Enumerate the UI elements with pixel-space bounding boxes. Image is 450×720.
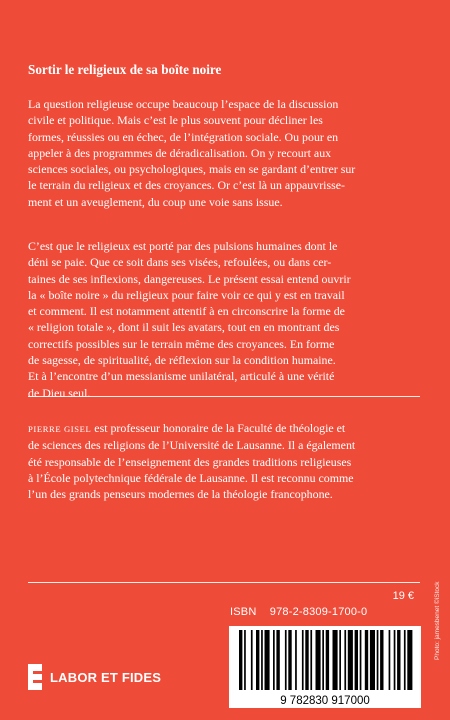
summary-paragraph-1 [28,96,420,210]
barcode-bar [365,630,368,690]
text-line: C’est que le religieux est porté par des pulsions humaines dont le [28,239,338,253]
text-line: été responsable de l’enseignement des grandes traditions religieuses [28,454,352,469]
text-line: la « boîte noire » du religieux pour faire voir ce qui y est en travail [28,287,345,302]
barcode-bar [397,630,400,690]
text-line: le terrain du religieux et des croyances. Or c’est là un appauvrisse- [28,178,345,193]
text-line: sciences sociales, ou psychologiques, mais en se gardant d’entrer sur [28,162,356,177]
barcode-bar [370,630,375,690]
barcode-bar [389,630,391,690]
divider [28,582,420,583]
barcode-bar [407,630,412,690]
barcode-bar [316,630,321,690]
text-line: et comment. Il est notamment attentif à en circonscrire la forme de [28,304,345,319]
author-name: PIERRE GISEL [28,424,92,434]
isbn-barcode [229,626,421,708]
barcode-bar [404,630,406,690]
barcode-bar [273,630,275,690]
barcode-bar [355,630,358,690]
author-bio [28,420,420,502]
back-cover-title: Sortir le religieux de sa boîte noire [28,62,222,77]
text-line: La question religieuse occupe beaucoup l’espace de la discussion [28,97,339,111]
divider [28,396,420,397]
text-line: à l’École polytechnique fédérale de Lausanne. Il est reconnu comme [28,470,354,485]
publisher-name: LABOR ET FIDES [50,669,162,685]
barcode-bar [288,630,291,690]
barcode-bar [344,630,346,690]
text-line: l’un des grands penseurs modernes de la théologie francophone. [28,487,333,502]
isbn-number: 978-2-8309-1700-0 [269,606,368,618]
barcode-bar [339,630,341,690]
isbn-label: ISBN [230,606,257,618]
text-line: Et à l’encontre d’un messianisme unilatéral, articulé à une vérité [28,369,335,384]
barcode-bar [276,630,279,690]
summary-paragraph-2 [28,238,420,401]
text-line: taines de ses inflexions, dangereuses. Le présent essai entend ouvrir [28,271,351,286]
text-line: de sagesse, de spiritualité, de réflexion sur la condition humaine. [28,353,336,368]
barcode-bar [394,630,396,690]
text-line: correctifs possibles sur le terrain même des croyances. En forme [28,336,335,351]
barcode-bar [360,630,362,690]
photo-credit: Photo: jamesbenet ©iStock [434,581,441,660]
barcode-bar [380,630,383,690]
text-line: déni se paie. Que ce soit dans ses visées, refoulées, ou dans cer- [28,255,332,270]
author-bio-first-line: est professeur honoraire de la Faculté de théologie et [91,421,346,435]
barcode-bar [256,630,259,690]
publisher-logo [28,664,161,690]
text-line: civile et politique. Mais c’est le plus souvent pour décliner les [28,113,323,128]
price-label: 19 € [392,590,414,602]
barcode-bar [244,630,246,690]
text-line: « religion totale », dont il suit les avatars, tout en en montrant des [28,320,340,335]
barcode-bar [239,630,242,690]
barcode-bar [295,630,297,690]
barcode-bar [377,630,379,690]
barcode-bar [333,630,338,690]
barcode-bar [265,630,270,690]
text-line [28,420,420,437]
publisher-mark-icon [28,664,42,690]
text-line: de Dieu seul. [28,385,91,400]
barcode-bar [251,630,253,690]
barcode-bar [261,630,263,690]
text-line: appeler à des programmes de déradicalisation. On y recourt aux [28,145,332,160]
barcode-bar [310,630,312,690]
barcode-bar [348,630,353,690]
text-line: formes, réussies ou en échec, de l’intégration sociale. Ou pour en [28,129,339,144]
barcode-bar [322,630,324,690]
barcode-bar [302,630,304,690]
barcode-digits: 9 782830 917000 [280,695,370,707]
barcode-bar [326,630,329,690]
barcode-bar [305,630,308,690]
isbn-line [230,606,367,618]
barcode-bar [285,630,287,690]
text-line: de sciences des religions de l’Université de Lausanne. Il a également [28,438,356,453]
text-line: ment et un aveuglement, du coup une voie sans issue. [28,194,283,209]
